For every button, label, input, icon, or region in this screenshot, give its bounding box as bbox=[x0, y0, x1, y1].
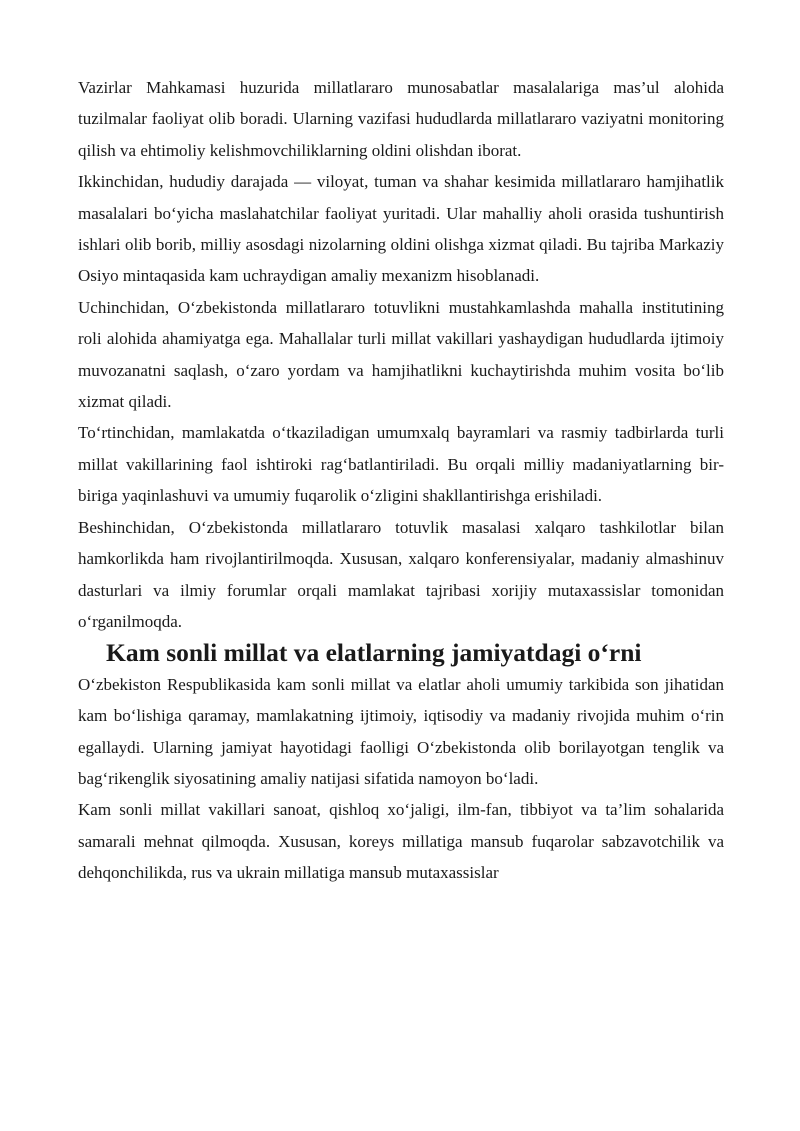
paragraph-kam-sonli-sohalar: Kam sonli millat vakillari sanoat, qishloq xo‘jaligi, ilm-fan, tibbiyot va ta’lim sohalarida samarali mehnat qilmoqda. Xususan, koreys millatiga mansub fuqarolar sabzavotchilik va dehqonchilikda, rus va ukrain millatiga mansub mutaxassislar bbox=[78, 800, 724, 883]
paragraph-beshinchidan: Beshinchidan, O‘zbekistonda millatlararo totuvlik masalasi xalqaro tashkilotlar bilan hamkorlikda ham rivojlantirilmoqda. Xususan, xalqaro konferensiyalar, madaniy almashinuv dasturlari va ilmiy forumlar orqali mamlakat tajribasi xorijiy mutaxassislar tomonidan o‘rganilmoqda. bbox=[78, 517, 724, 631]
paragraph-ikkinchidan: Ikkinchidan, hududiy darajada — viloyat, tuman va shahar kesimida millatlararo hamjihatlik masalalari bo‘yicha maslahatchilar faoliyat yuritadi. Ular mahalliy aholi orasida tushuntirish ishlari olib borib, milliy asosdagi nizolarning oldini olishga xizmat qiladi. Bu tajriba Markaziy Osiyo mintaqasida kam uchraydigan amaliy mexanizm hisoblanadi. bbox=[78, 172, 724, 286]
paragraph-vazirlar: Vazirlar Mahkamasi huzurida millatlararo munosabatlar masalalariga mas’ul alohida tuzilmalar faoliyat olib boradi. Ularning vazifasi hududlarda millatlararo vaziyatni monitoring qilish va ehtimoliy kelishmovchiliklarning oldini olishdan iborat. bbox=[78, 78, 724, 160]
paragraph-uchinchidan: Uchinchidan, O‘zbekistonda millatlararo totuvlikni mustahkamlashda mahalla institutining roli alohida ahamiyatga ega. Mahallalar turli millat vakillari yashaydigan hududlarda ijtimoiy muvozanatni saqlash, o‘zaro yordam va hamjihatlikni kuchaytirishda muhim vosita bo‘lib xizmat qiladi. bbox=[78, 297, 724, 412]
section-heading: Kam sonli millat va elatlarning jamiyatdagi o‘rni bbox=[106, 638, 642, 668]
paragraph-tortinchidan: To‘rtinchidan, mamlakatda o‘tkaziladigan umumxalq bayramlari va rasmiy tadbirlarda turli millat vakillarining faol ishtiroki rag‘batlantiriladi. Bu orqali milliy madaniyatlarning bir-biriga yaqinlashuvi va umumiy fuqarolik o‘zligini shakllantirishga erishiladi. bbox=[78, 423, 724, 506]
paragraph-kam-sonli-intro: O‘zbekiston Respublikasida kam sonli millat va elatlar aholi umumiy tarkibida son jihatidan kam bo‘lishiga qaramay, mamlakatning ijtimoiy, iqtisodiy va madaniy rivojida muhim o‘rin egallaydi. Ularning jamiyat hayotidagi faolligi O‘zbekistonda olib borilayotgan tenglik va bag‘rikenglik siyosatining amaliy natijasi sifatida namoyon bo‘ladi. bbox=[78, 674, 724, 788]
document-page bbox=[78, 72, 724, 889]
